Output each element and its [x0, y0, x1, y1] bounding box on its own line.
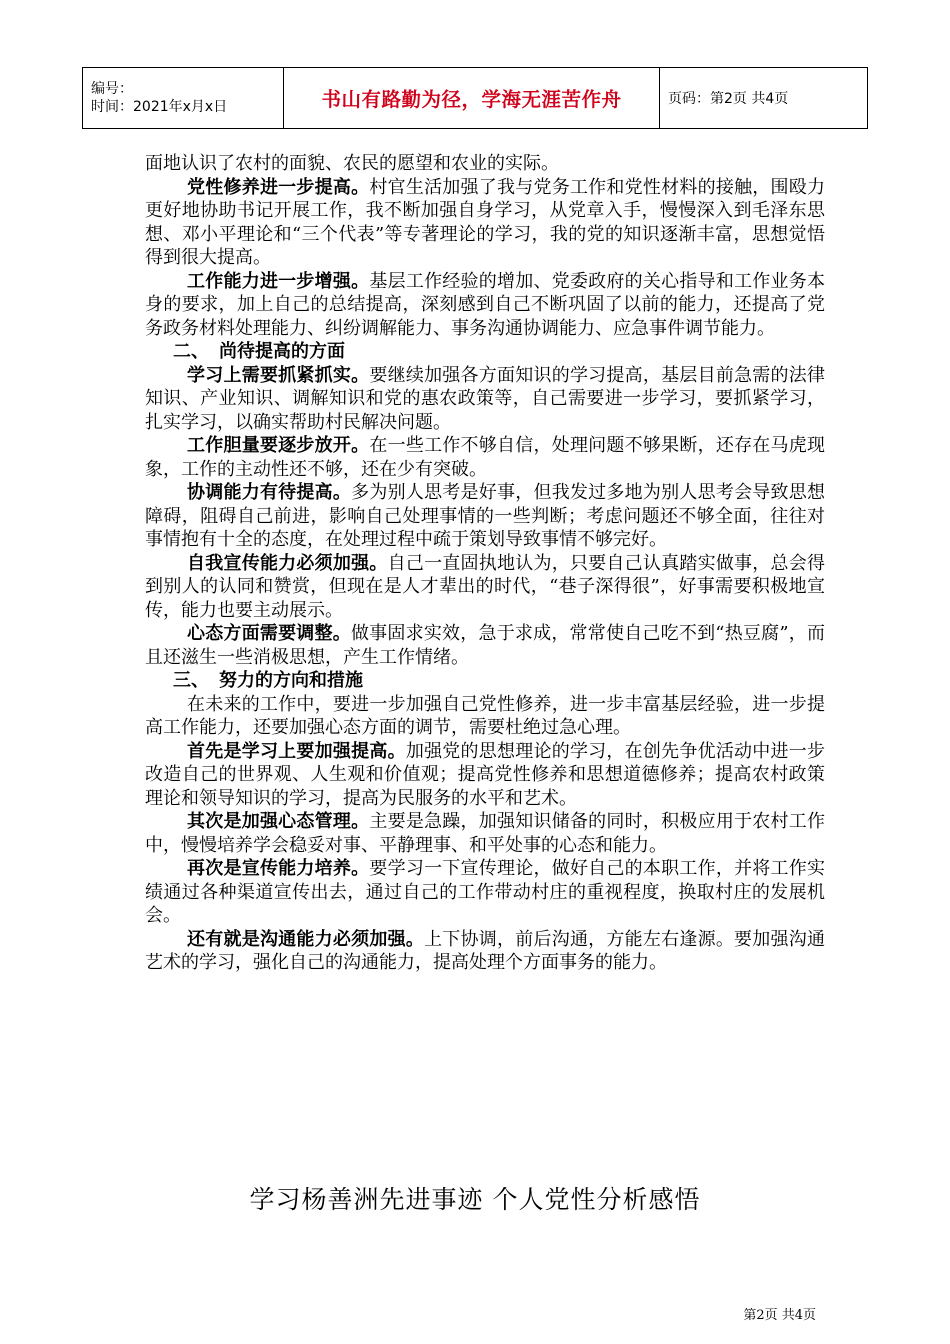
next-document-title: 学习杨善洲先进事迹 个人党性分析感悟: [249, 1185, 701, 1214]
paragraph-lead: 首先是学习上要加强提高。: [187, 740, 406, 762]
paragraph: 自我宣传能力必须加强。自己一直固执地认为，只要自己认真踏实做事，总会得到别人的认同和赞赏，但现在是人才辈出的时代，“巷子深得很”，好事需要积极地宣传，能力也要主动展示。: [145, 552, 826, 621]
paragraph-lead: 协调能力有待提高。: [187, 482, 352, 503]
section-heading: 二、 尚待提高的方面: [173, 341, 345, 362]
paragraph: 党性修养进一步提高。村官生活加强了我与党务工作和党性材料的接触，围殴力更好地协助书记开展工作，我不断加强自身学习，从党章入手，慢慢深入到毛泽东思想、邓小平理论和“三个代表”等专著理论的学习，我的党的知识逐渐丰富，思想觉悟得到很大提高。: [145, 176, 826, 268]
document-body: [145, 152, 825, 975]
paragraph: 学习上需要抓紧抓实。要继续加强各方面知识的学习提高，基层目前急需的法律知识、产业知识、调解知识和党的惠农政策等，自己需要进一步学习，要抓紧学习，扎实学习，以确实帮助村民解决问题。: [145, 364, 826, 433]
header-meta: [83, 68, 283, 128]
paragraph: 面地认识了农村的面貌、农民的愿望和农业的实际。: [145, 153, 559, 174]
page-footer: 第2页 共4页: [743, 1308, 816, 1323]
paragraph-lead: 工作胆量要逐步放开。: [187, 435, 370, 456]
paragraph-lead: 心态方面需要调整。: [187, 623, 351, 644]
paragraph: 在未来的工作中，要进一步加强自己党性修养，进一步丰富基层经验，进一步提高工作能力，还要加强心态方面的调节，需要杜绝过急心理。: [145, 693, 825, 738]
paragraph-lead: 党性修养进一步提高。: [187, 176, 370, 198]
paragraph: 工作胆量要逐步放开。在一些工作不够自信，处理问题不够果断，还存在马虎现象，工作的主动性还不够，还在少有突破。: [145, 435, 826, 480]
paragraph: 还有就是沟通能力必须加强。上下协调，前后沟通，方能左右逢源。要加强沟通艺术的学习，强化自己的沟通能力，提高处理个方面事务的能力。: [145, 928, 826, 973]
section-heading: 三、 努力的方向和措施: [173, 670, 363, 691]
paragraph-lead: 还有就是沟通能力必须加强。: [187, 928, 425, 950]
paragraph-lead: 自我宣传能力必须加强。: [187, 552, 388, 574]
paragraph: 再次是宣传能力培养。要学习一下宣传理论，做好自己的本职工作，并将工作实绩通过各种渠道宣传出去，通过自己的工作带动村庄的重视程度，换取村庄的发展机会。: [145, 858, 826, 926]
paragraph-lead: 工作能力进一步增强。: [187, 270, 370, 292]
paragraph: 其次是加强心态管理。主要是急躁，加强知识储备的同时，积极应用于农村工作中，慢慢培养学会稳妥对事、平静理事、和平处事的心态和能力。: [145, 811, 826, 856]
time-label: 时间：2021年x月x日: [91, 99, 228, 115]
header-motto: 书山有路勤为径，学海无涯苦作舟: [283, 68, 660, 128]
paragraph: 心态方面需要调整。做事固求实效，急于求成，常常使自己吃不到“热豆腐”，而且还滋生一些消极思想，产生工作情绪。: [145, 623, 825, 668]
paragraph: 协调能力有待提高。多为别人思考是好事，但我发过多地为别人思考会导致思想障碍，阻碍自己前进，影响自己处理事情的一些判断；考虑问题还不够全面，往往对事情抱有十全的态度，在处理过程中疏于策划导致事情不够完好。: [145, 482, 826, 550]
paragraph: 工作能力进一步增强。基层工作经验的增加、党委政府的关心指导和工作业务本身的要求，加上自己的总结提高，深刻感到自己不断巩固了以前的能力，还提高了党务政务材料处理能力、纠纷调解能力、事务沟通协调能力、应急事件调节能力。: [145, 270, 826, 339]
paragraph-lead: 再次是宣传能力培养。: [187, 858, 370, 879]
paragraph: 首先是学习上要加强提高。加强党的思想理论的学习，在创先争优活动中进一步改造自己的世界观、人生观和价值观；提高党性修养和思想道德修养；提高农村政策理论和领导知识的学习，提高为民服务的水平和艺术。: [145, 740, 826, 809]
paragraph-lead: 其次是加强心态管理。: [187, 811, 370, 832]
serial-label: 编号：: [91, 81, 133, 97]
paragraph-lead: 学习上需要抓紧抓实。: [187, 364, 370, 386]
page-header: [82, 67, 868, 129]
header-page-label: 页码：第2页 共4页: [668, 91, 789, 107]
